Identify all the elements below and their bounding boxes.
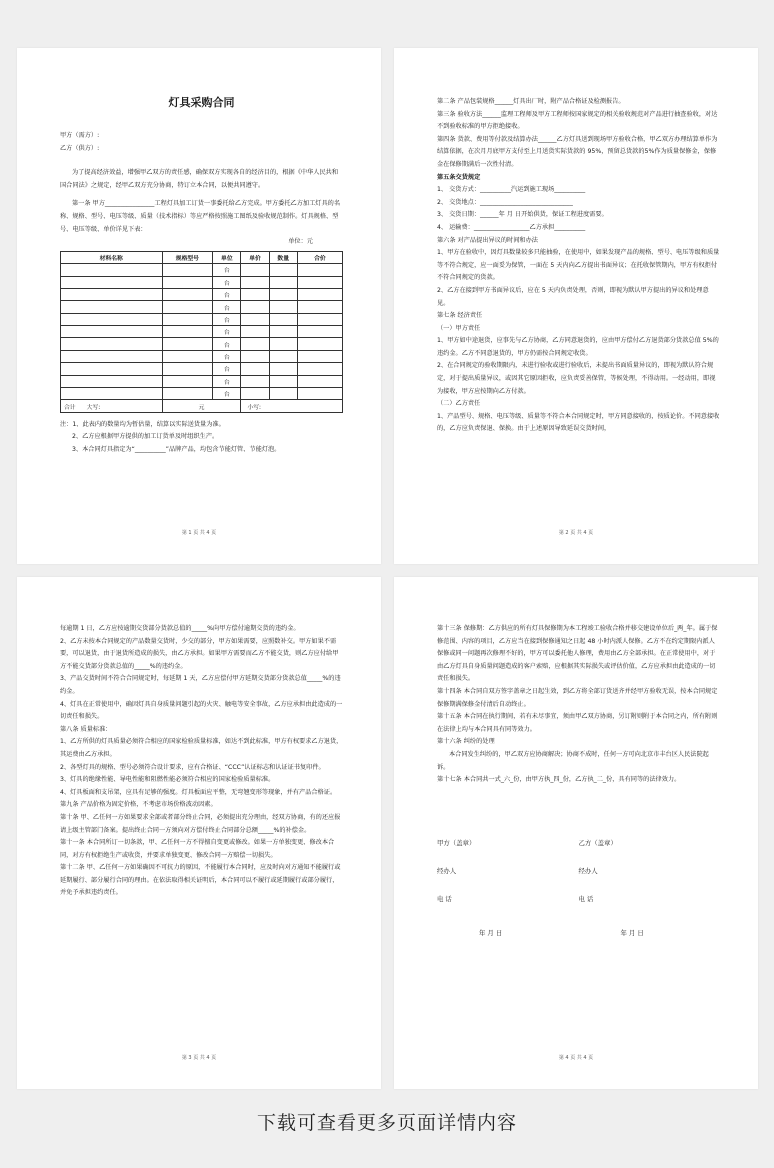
clause-line: 2、在合同规定的验收期限内，未进行验收或进行验收后，未提出书面质量异议的，即视为默认符合规定，对于提出质量异议，或因其它原因拒收，应负责妥善保管，等候处理，不得动用。一经动用，即视为接收，甲方应按期向乙方付款。: [437, 362, 716, 395]
agent-row: [437, 857, 720, 885]
unit-cell: 台: [213, 350, 241, 362]
clause-heading: 第六条 对产品提出异议的时间和办法: [437, 236, 538, 244]
clause-line: 第十一条 本合同所订一切条款，甲、乙任何一方不得擅自变更或修改。如果一方单独变更、修改本合同，对方有权拒绝生产或收货，并要求单独变更、修改合同一方赔偿一切损失。: [60, 839, 335, 859]
unit-cell: 台: [213, 301, 241, 313]
party-a-seal-label: 甲方（盖章）: [437, 839, 476, 848]
unit-cell: 台: [213, 264, 241, 276]
party-a-phone-label: 电 话: [437, 895, 452, 904]
col-header: 数量: [269, 251, 297, 263]
col-header: 单价: [241, 251, 269, 263]
col-header: 材料名称: [61, 251, 163, 263]
clause-line: 第十四条 本合同自双方签字盖章之日起生效，到乙方将全部订货送齐并经甲方验收无误，按本合同规定保修期满保修金付清后自动终止。: [437, 687, 718, 708]
col-header: 规格型号: [162, 251, 213, 263]
col-header: 合价: [297, 251, 342, 263]
download-more-text: 下载可查看更多页面详情内容: [256, 1112, 517, 1134]
table-row: [61, 326, 343, 338]
note-2: 2、乙方应根据甲方提供的加工订货单及时组织生产。: [72, 433, 219, 441]
contract-page-1: [17, 48, 381, 564]
clause-line: 第十三条 保修期：乙方供应的所有灯具保修期为本工程竣工验收合格并移交建设单位后_两_年。属于保修范围、内容的项目，乙方应当在接到保修通知之日起 48 小时内派人保修。乙方不在约定期限内派人保修或同一问题再次修理不好的，甲方可以委托他人修理，费用由乙方全部承担。在正常使用中，对于由乙方灯具自身质量问题造成的客户索赔，应根据其实际损失或评估价值，乙方应承担由此造成的一切责任和损失。: [437, 625, 718, 683]
clause-line: 本合同发生纠纷的，甲乙双方应协商解决；协商不成时，任何一方可向北京市丰台区人民法院起诉。: [437, 750, 709, 771]
clause-heading: 第八条 质量标准：: [60, 725, 112, 733]
clause-line: 第十二条 甲、乙任何一方如果确因不可抗力的原因，不能履行本合同时，应及时向对方通知不能履行或延期履行、部分履行合同的理由。在依法取得相关证明后，本合同可以不履行或延期履行或部分履行，并免予承担违约责任。: [60, 864, 341, 897]
clause-line: 2、乙方在接到甲方书面异议后，应在 5 天内负责处理，否则，即视为默认甲方提出的异议和处理意见。: [437, 286, 709, 307]
clause-line: 1、 交货方式：__________汽运到施工现场__________: [437, 186, 586, 194]
clause-line: 2、各型灯具的规格、型号必须符合设计要求，应有合格证、“CCC”认证标志和认证证书复印件。: [60, 763, 325, 771]
party-b-label: 乙方（供方）:: [60, 144, 100, 152]
table-row: [61, 388, 343, 400]
table-header-row: [61, 251, 343, 263]
page-4-body: [437, 623, 720, 947]
table-row: [61, 276, 343, 288]
unit-cell: 台: [213, 326, 241, 338]
unit-cell: 台: [213, 276, 241, 288]
clause-heading: 第十六条 纠纷的处理: [437, 738, 495, 746]
table-row: [61, 264, 343, 276]
unit-cell: 台: [213, 313, 241, 325]
clause-line: 1、甲方在验收中，因灯具数量较多只能抽验，在使用中，如果发现产品的规格、型号、电压等级和质量等不符合规定，应一面妥为保管，一面在 5 天内向乙方提出书面异议；在托收保管期内，甲方有权拒付不符合同规定的货款。: [437, 249, 720, 282]
contract-page-4: [394, 577, 758, 1089]
table-row: [61, 288, 343, 300]
party-a-label: 甲方（需方）:: [60, 132, 100, 139]
clause-line: 1、甲方如中途退货，应事先与乙方协商，乙方同意退货的，应由甲方偿付乙方退货部分货款总值 5%的违约金。乙方不同意退货的，甲方仍需按合同规定收货。: [437, 337, 719, 357]
table-sum-row: [61, 400, 343, 412]
table-row: [61, 363, 343, 375]
clause-heading: 第七条 经济责任: [437, 312, 483, 320]
clause-heading: 第九条 产品价格为固定价格，不考虑市场价格波动因素。: [60, 801, 217, 809]
signature-row: [437, 829, 720, 857]
table-row: [61, 338, 343, 350]
sum-upper-label: 大写:: [86, 404, 101, 411]
table-row: [61, 350, 343, 362]
clause-line: 1、乙方所供的灯具质量必须符合相应的国家检验质量标准，如达不到此标准，甲方有权要求乙方退货，其运费由乙方承担。: [60, 738, 343, 758]
table-row: [61, 313, 343, 325]
table-row: [61, 301, 343, 313]
clause-line: 2、 交货地点：______________________________: [437, 198, 573, 206]
unit-cell: 台: [213, 338, 241, 350]
clause-line: 4、灯具在正常使用中，确因灯具自身质量问题引起的火灾、触电等安全事故，乙方应承担由此造成的一切责任和损失。: [60, 700, 343, 721]
intro-paragraph: 为了提高经济效益，增强甲乙双方的责任感，确保双方实现各自的经济目的，根据《中华人民共和国合同法》之规定，经甲乙双方充分协商，特订立本合同，以便共同遵守。: [60, 169, 339, 189]
unit-cell: 台: [213, 288, 241, 300]
unit-cell: 台: [213, 363, 241, 375]
sum-yuan-label: 元: [162, 400, 241, 412]
sum-total-label: 合计: [64, 404, 76, 411]
party-b-agent-label: 经办人: [578, 867, 598, 876]
page-number: 第 2 页 共 4 页: [558, 530, 594, 536]
clause-line: 每逾期 1 日，乙方应按逾期交货部分货款总值的_____%向甲方偿付逾期交货的违约金。: [60, 625, 300, 632]
clause-line: 第十七条 本合同共一式_六_份，由甲方执_四_份，乙方执_二_份，具有同等的法律效力。: [437, 776, 681, 784]
page-2-body: [437, 96, 720, 436]
contract-page-3: [17, 577, 381, 1089]
page-number: 第 3 页 共 4 页: [181, 1055, 217, 1061]
clause-line: 第十条 甲、乙任何一方如果要求全部或者部分终止合同，必须提出充分理由，经双方协商，有的还应报请上级主管部门备案。提出终止合同一方须向对方偿付终止合同部分总额_____%的补偿金。: [60, 813, 341, 834]
clause-line: 第十五条 本合同在执行期间，若有未尽事宜，须由甲乙双方协商，另订附则附于本合同之内，所有附则在法律上均与本合同具有同等效力。: [437, 713, 718, 733]
clause-line: 第三条 验收方法______监理工程师及甲方工程师按国家规定的相关验收规范对产品进行抽查验收，对达不到验收标准的甲方拒绝接收。: [437, 110, 718, 131]
clause-line: 1、产品型号、规格、电压等级、质量等不符合本合同规定时，甲方同意接收的，按质论价。不同意接收的，乙方应负责保退、保换。由于上述原因导致延误交货时间，: [437, 412, 720, 433]
date-row: [437, 919, 720, 947]
clause-line: 3、 交货日期：______年 月 日开始供货，保证工程进度需要。: [437, 211, 608, 219]
party-b-date-label: 年 月 日: [620, 929, 644, 938]
clause-subheading: （一）甲方责任: [437, 324, 481, 332]
clause-line: 2、乙方未按本合同规定的产品数量交货时，少交的部分，甲方如果需要，应照数补交。甲方如果不需要，可以退货，由于退货所造成的损失，由乙方承担。如果甲方需要而乙方不能交货，则乙方应付给甲方不能交货部分货款总值的_____%的违约金。: [60, 637, 339, 670]
party-b-seal-label: 乙方（盖章）: [578, 839, 617, 848]
sum-lower-label: 小写:: [241, 400, 343, 412]
article-1: 第一条 甲方________________工程灯具加工订货一事委托给乙方完成。甲方委托乙方加工灯具的名称、规格、型号、电压等级、质量（技术指标）等应严格按照施工图纸及验收规范制作。灯具规格、型号、电压等级、单价详见下表：: [60, 200, 341, 233]
clause-line: 4、 运输费：__________________乙方承担__________: [437, 223, 586, 231]
clause-heading: 第五条交货规定: [437, 173, 481, 181]
unit-cell: 台: [213, 375, 241, 387]
party-a-agent-label: 经办人: [437, 867, 457, 876]
note-1: 注：1、此表内的数量均为暂估量，结算以实际送货量为准。: [60, 420, 225, 428]
phone-row: [437, 885, 720, 913]
clause-line: 4、灯具板面和支吊架，应具有足够的强度。灯具板面应平整，无弯翘变形等现象，并有产品合格证。: [60, 788, 337, 796]
party-a-date-label: 年 月 日: [479, 929, 503, 938]
page-number: 第 4 页 共 4 页: [558, 1055, 594, 1061]
contract-page-2: [394, 48, 758, 564]
document-title: 灯具采购合同: [168, 96, 235, 109]
note-3: 3、本合同灯具指定为“__________”品牌产品，均包含节能灯管、节能灯泡。: [72, 446, 281, 454]
clause-line: 3、灯具的绝缘性能、导电性能和阻燃性能必须符合相应的国家检验质量标准。: [60, 776, 275, 784]
clause-subheading: （二）乙方责任: [437, 400, 481, 408]
page-3-body: [60, 623, 343, 900]
col-header: 单位: [213, 251, 241, 263]
product-table: [60, 251, 343, 413]
clause-line: 第四条 货款、费用等付款及结算办法______乙方灯具送到现场甲方验收合格，甲乙双方办理结算单作为结算依据，在次月月底甲方支付至上月送货实际货款的 95%，预留总货款的5%作为质量保修金，保修金在保修期满后一次性付清。: [437, 135, 718, 168]
party-b-phone-label: 电 话: [578, 895, 594, 904]
table-row: [61, 375, 343, 387]
unit-cell: 台: [213, 388, 241, 400]
page-number: 第 1 页 共 4 页: [181, 530, 217, 536]
unit-label: 单位：元: [288, 238, 313, 246]
clause-line: 3、产品交货时间不符合合同规定时，每延期 1 天，乙方应偿付甲方延期交货部分货款总值_____%的违约金。: [60, 675, 341, 695]
clause-line: 第二条 产品包装规格______灯具出厂时，附产品合格证及检测报告。: [437, 98, 625, 105]
